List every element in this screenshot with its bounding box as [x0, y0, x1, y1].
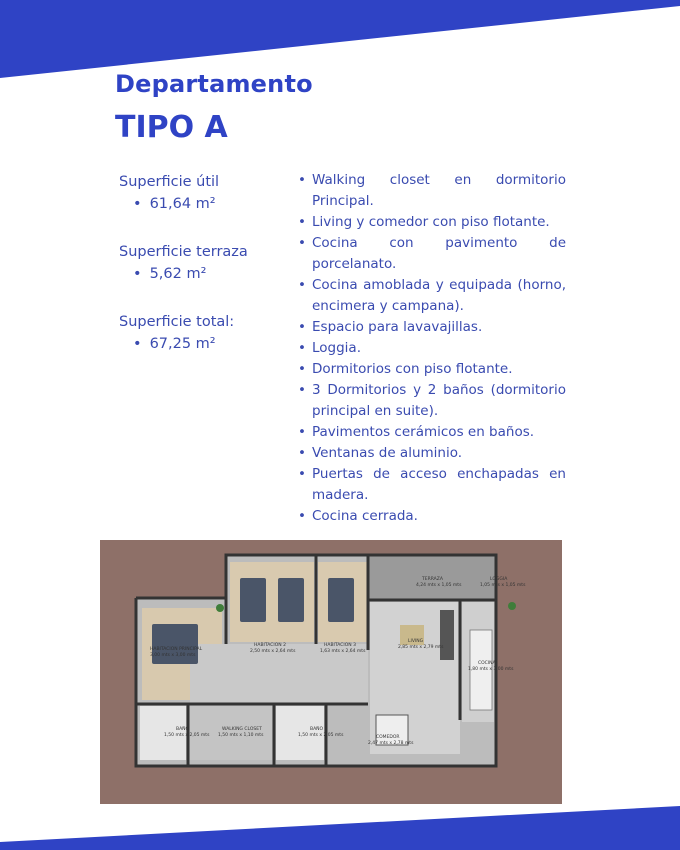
room-dims-comedor: 2,47 mts x 2,78 mts [368, 741, 414, 746]
room-name-hab3: HABITACION 3 [324, 643, 356, 648]
floor-plan-drawing [100, 540, 562, 804]
feature-item: • Cocina amoblada y equipada (horno, encimera y campana). [296, 275, 566, 317]
room-dims-principal: 3,00 mts x 3,00 mts [150, 653, 196, 658]
page-title: TIPO A [115, 110, 228, 145]
room-name-cocina: COCINA [478, 661, 496, 666]
room-name-living: LIVING [408, 639, 424, 644]
feature-item: • Loggia. [296, 338, 566, 359]
area-label: Superficie terraza [119, 244, 248, 260]
room-name-principal: HABITACION PRINCIPAL [150, 647, 203, 652]
room-dims-bano2: 1,50 mts x 2,05 mts [298, 733, 344, 738]
room-name-bano2: BAÑO [310, 727, 324, 732]
room-name-terraza: TERRAZA [422, 577, 443, 582]
feature-item: • Puertas de acceso enchapadas en madera. [296, 464, 566, 506]
floor-plan [100, 540, 562, 804]
top-blue-band [0, 0, 680, 90]
room-dims-living: 2,85 mts x 2,79 mts [398, 645, 444, 650]
feature-item: • Pavimentos cerámicos en baños. [296, 422, 566, 443]
room-name-bano1: BAÑO [176, 727, 190, 732]
feature-item: • Dormitorios con piso flotante. [296, 359, 566, 380]
area-block-terraza [119, 242, 279, 286]
room-dims-bano1: 1,50 mts x 2,05 mts [164, 733, 210, 738]
feature-item: • Living y comedor con piso flotante. [296, 212, 566, 233]
feature-item: • 3 Dormitorios y 2 baños (dormitorio principal en suite). [296, 380, 566, 422]
features-list [296, 170, 566, 527]
room-name-walking: WALKING CLOSET [222, 727, 262, 732]
room-dims-loggia: 1,05 mts x 1,05 mts [480, 583, 526, 588]
room-name-hab2: HABITACION 2 [254, 643, 286, 648]
feature-item: • Espacio para lavavajillas. [296, 317, 566, 338]
room-dims-hab2: 2,50 mts x 2,64 mts [250, 649, 296, 654]
area-label: Superficie útil [119, 174, 220, 190]
area-block-total [119, 312, 279, 356]
feature-item: • Ventanas de aluminio. [296, 443, 566, 464]
room-dims-terraza: 4,24 mts x 1,05 mts [416, 583, 462, 588]
area-block-util [119, 172, 279, 216]
area-label: Superficie total: [119, 314, 235, 330]
area-value: • 5,62 m² [119, 262, 279, 286]
bottom-blue-band [0, 798, 680, 850]
feature-item: • Cocina cerrada. [296, 506, 566, 527]
room-name-comedor: COMEDOR [376, 735, 400, 740]
room-name-loggia: LOGGIA [490, 577, 508, 582]
area-summary [119, 172, 279, 382]
area-value: • 61,64 m² [119, 192, 279, 216]
room-dims-hab3: 1,63 mts x 2,64 mts [320, 649, 366, 654]
page-subtitle: Departamento [115, 70, 313, 98]
area-value: • 67,25 m² [119, 332, 279, 356]
feature-item: • Walking closet en dormitorio Principal. [296, 170, 566, 212]
room-dims-cocina: 1,80 mts x 3,00 mts [468, 667, 514, 672]
room-dims-walking: 1,50 mts x 1,10 mts [218, 733, 264, 738]
feature-item: • Cocina con pavimento de porcelanato. [296, 233, 566, 275]
